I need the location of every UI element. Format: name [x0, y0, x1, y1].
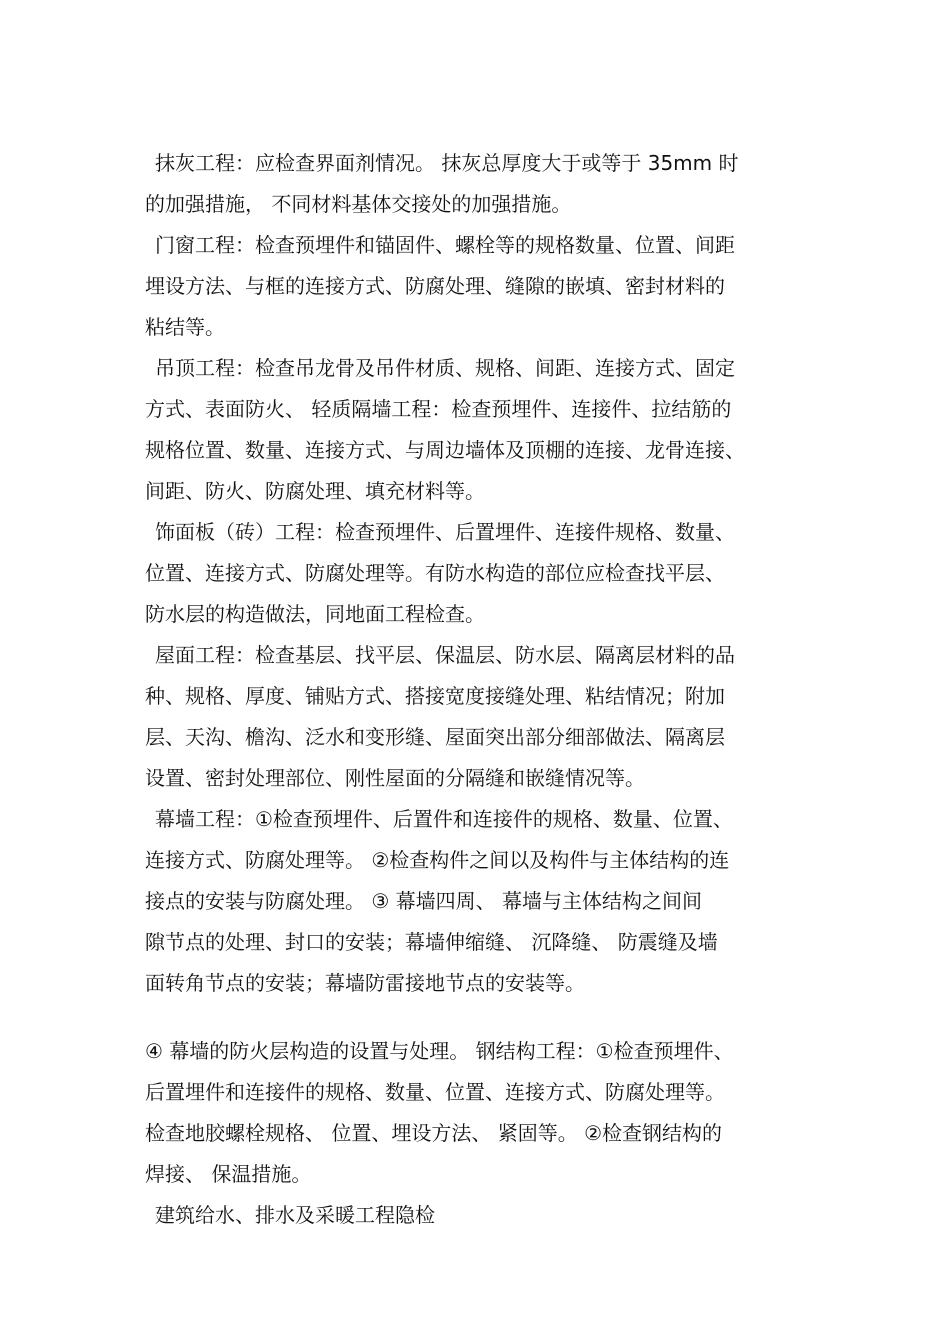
text-line: 防水层的构造做法，同地面工程检查。	[145, 602, 485, 626]
text-line: 屋面工程：检查基层、找平层、保温层、防水层、隔离层材料的品	[155, 643, 735, 667]
document-body	[145, 143, 815, 1236]
text-line: 面转角节点的安装；幕墙防雷接地节点的安装等。	[145, 971, 585, 995]
text-line: 吊顶工程：检查吊龙骨及吊件材质、规格、间距、连接方式、固定	[155, 356, 735, 380]
paragraph-gap	[145, 1004, 815, 1031]
text-line: 位置、连接方式、防腐处理等。有防水构造的部位应检查找平层、	[145, 561, 725, 585]
text-line: 抹灰工程：应检查界面剂情况。 抹灰总厚度大于或等于 35mm 时	[155, 151, 739, 175]
text-line: 埋设方法、与框的连接方式、防腐处理、缝隙的嵌填、密封材料的	[145, 274, 725, 298]
text-line: 接点的安装与防腐处理。 ③ 幕墙四周、 幕墙与主体结构之间间	[145, 889, 703, 913]
text-line: 幕墙工程：①检查预埋件、后置件和连接件的规格、数量、位置、	[155, 807, 733, 831]
text-line: 种、规格、厚度、铺贴方式、搭接宽度接缝处理、粘结情况；附加	[145, 684, 725, 708]
text-line: 连接方式、防腐处理等。 ②检查构件之间以及构件与主体结构的连	[145, 848, 730, 872]
text-line: 门窗工程：检查预埋件和锚固件、螺栓等的规格数量、位置、间距	[155, 233, 735, 257]
text-line: 检查地胶螺栓规格、 位置、埋设方法、 紧固等。 ②检查钢结构的	[145, 1121, 723, 1145]
text-line: 间距、防火、防腐处理、填充材料等。	[145, 479, 485, 503]
text-line: 方式、表面防火、 轻质隔墙工程：检查预埋件、连接件、拉结筋的	[145, 397, 732, 421]
text-line: 规格位置、数量、连接方式、与周边墙体及顶棚的连接、龙骨连接、	[145, 438, 745, 462]
text-line: 饰面板（砖）工程：检查预埋件、后置埋件、连接件规格、数量、	[155, 520, 735, 544]
text-line: 后置埋件和连接件的规格、数量、位置、连接方式、防腐处理等。	[145, 1080, 725, 1104]
text-line: 的加强措施， 不同材料基体交接处的加强措施。	[145, 192, 572, 216]
text-line: ④ 幕墙的防火层构造的设置与处理。 钢结构工程：①检查预埋件、	[145, 1039, 734, 1063]
text-line: 焊接、 保温措施。	[145, 1162, 312, 1186]
text-line: 设置、密封处理部位、刚性屋面的分隔缝和嵌缝情况等。	[145, 766, 645, 790]
text-line: 建筑给水、排水及采暖工程隐检	[155, 1203, 435, 1227]
text-line: 粘结等。	[145, 315, 225, 339]
text-line: 隙节点的处理、封口的安装；幕墙伸缩缝、 沉降缝、 防震缝及墙	[145, 930, 718, 954]
text-line: 层、天沟、檐沟、泛水和变形缝、屋面突出部分细部做法、隔离层	[145, 725, 725, 749]
